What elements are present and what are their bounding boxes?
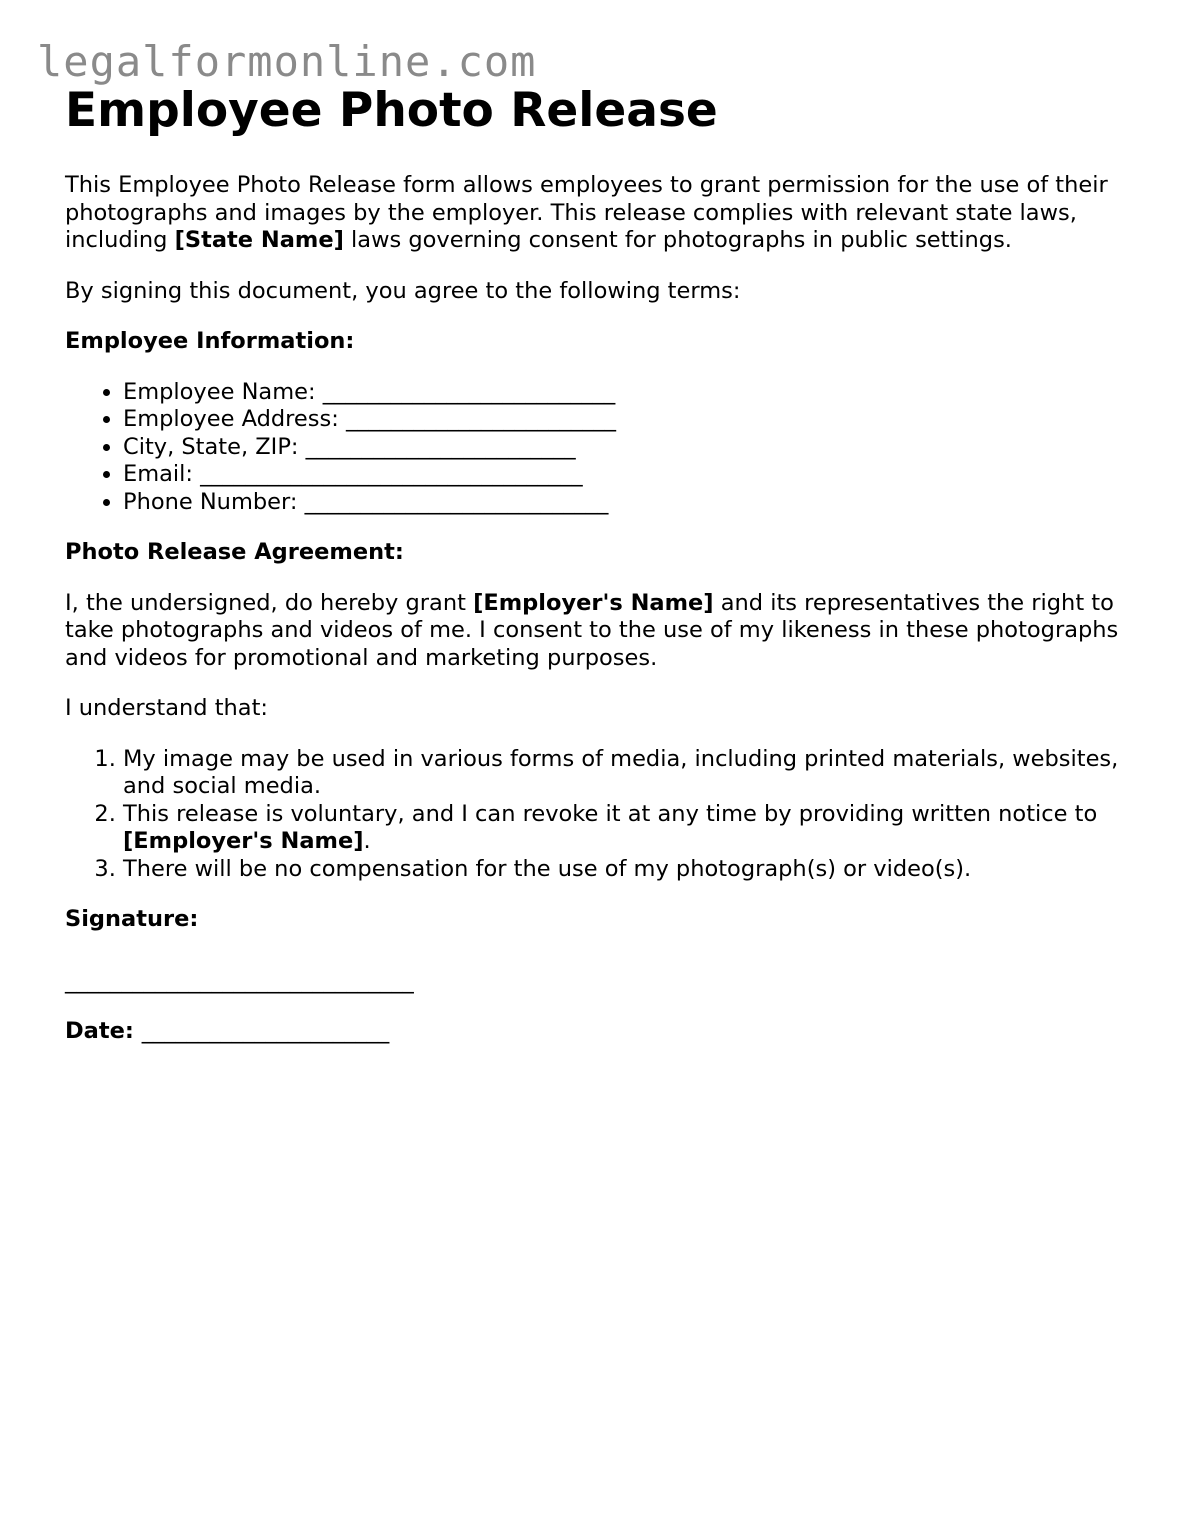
understand-item-1 (123, 746, 1145, 801)
field-blank: ___________________________ (304, 488, 609, 515)
agree-intro: By signing this document, you agree to the following terms: (65, 277, 741, 304)
field-city-state-zip (123, 434, 1145, 462)
date-field (65, 1018, 1145, 1046)
field-label: Employee Address: (123, 406, 339, 432)
document (65, 82, 1145, 1046)
page-title: Employee Photo Release (65, 83, 718, 138)
field-label: Phone Number: (123, 488, 298, 515)
field-phone-number (123, 489, 1145, 517)
item-text: There will be no compensation for the use of my photograph(s) or video(s). (123, 855, 972, 882)
agreement-text-1: I, the undersigned, do hereby grant (65, 589, 474, 616)
signature-heading: Signature: (65, 906, 199, 932)
understand-list (65, 746, 1145, 884)
field-label: Email: (123, 461, 194, 487)
employer-name-placeholder: [Employer's Name] (473, 589, 714, 616)
agreement-paragraph (65, 590, 1145, 673)
date-blank: ______________________ (141, 1018, 390, 1044)
field-label: City, State, ZIP: (123, 433, 299, 460)
item-tail: . (363, 828, 371, 854)
watermark: legalformonline.com (37, 37, 537, 86)
field-blank: __________________________ (322, 378, 616, 405)
employee-info-list (65, 379, 1145, 517)
agreement-text-2: and its representatives the right to take photographs and videos of me. I consent to the use of my likeness in these photographs and videos for promotional and marketing purposes. (65, 589, 1119, 671)
field-blank: ________________________ (305, 433, 576, 460)
field-employee-address (123, 406, 1145, 434)
understand-item-3 (123, 856, 1145, 884)
item-text: My image may be used in various forms of media, including printed materials, websites, and social media. (123, 745, 1119, 799)
item-text: This release is voluntary, and I can revoke it at any time by providing written notice to (123, 800, 1098, 827)
date-label: Date: (65, 1018, 134, 1044)
agreement-heading: Photo Release Agreement: (65, 539, 404, 565)
employee-info-heading: Employee Information: (65, 328, 355, 354)
understand-intro: I understand that: (65, 695, 268, 721)
signature-line: _______________________________ (65, 967, 414, 994)
intro-text-2: laws governing consent for photographs in public settings. (343, 227, 1012, 253)
field-email (123, 461, 1145, 489)
field-employee-name (123, 379, 1145, 407)
employer-name-placeholder: [Employer's Name] (123, 828, 364, 854)
intro-paragraph (65, 172, 1145, 255)
field-blank: ________________________ (345, 406, 616, 432)
state-name-placeholder: [State Name] (174, 227, 344, 253)
field-label: Employee Name: (123, 378, 316, 405)
field-blank: __________________________________ (200, 461, 583, 487)
understand-item-2 (123, 801, 1145, 856)
intro-text-1: This Employee Photo Release form allows employees to grant permission for the use of their photographs and images by the employer. This release complies with relevant state laws, including (65, 172, 1108, 253)
